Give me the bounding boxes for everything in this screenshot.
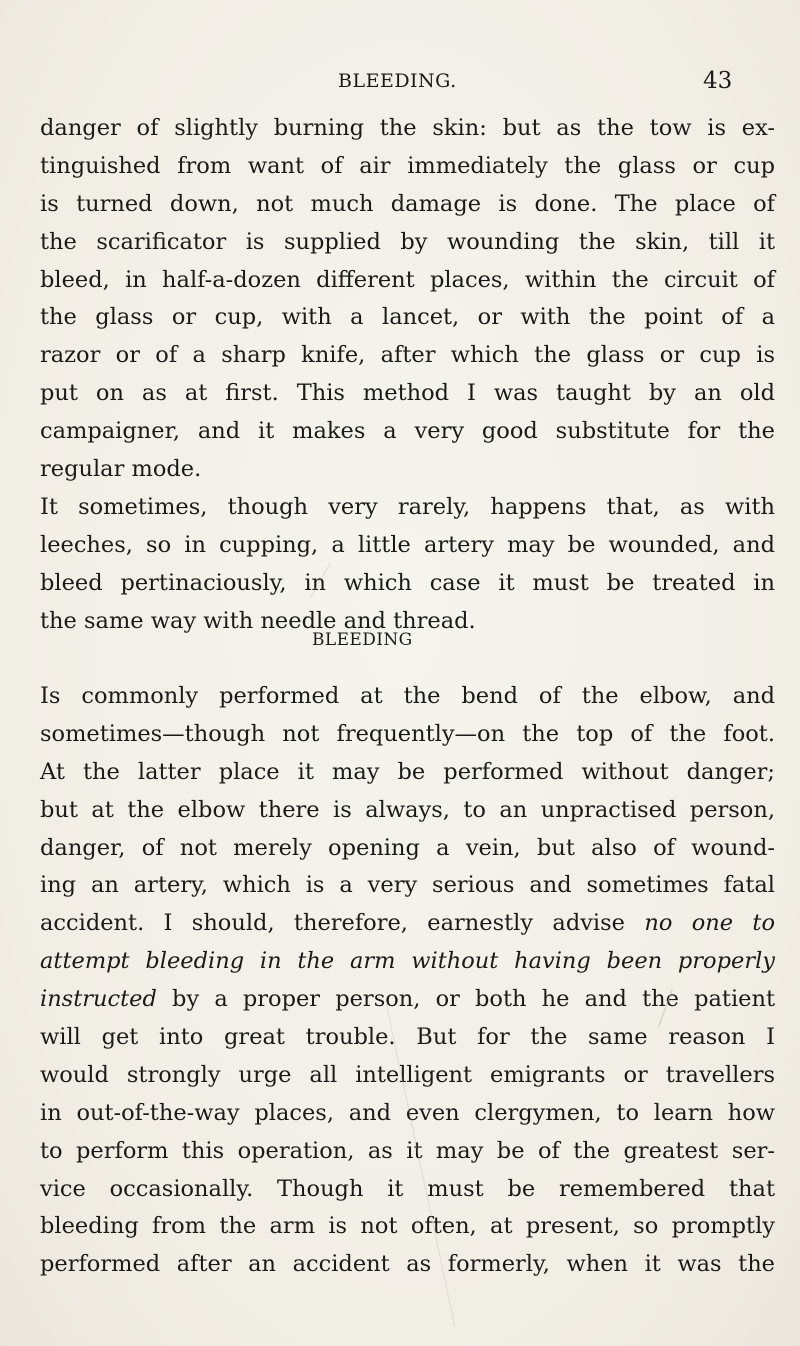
text-line: but at the elbow there is always, to an unpractised person,: [40, 796, 775, 823]
section-paragraph: [40, 678, 775, 1284]
text-line: to perform this operation, as it may be of the greatest ser-: [40, 1137, 775, 1164]
text-line: the glass or cup, with a lancet, or with the point of a: [40, 304, 775, 331]
page-number: 43: [703, 68, 733, 94]
italic-run: attempt bleeding in the arm without having been properly: [40, 948, 775, 975]
text-line: bleed, in half-a-dozen different places, within the circuit of: [40, 266, 775, 293]
text-line: performed after an accident as formerly, when it was the: [40, 1251, 775, 1278]
text-line: razor or of a sharp knife, after which the glass or cup is: [40, 342, 775, 369]
text-line-mixed: [40, 981, 775, 1019]
text-line: is turned down, not much damage is done. The place of: [40, 190, 775, 217]
text-line: Is commonly performed at the bend of the elbow, and: [40, 683, 775, 709]
text-line: the scarificator is supplied by wounding the skin, till it: [40, 228, 775, 255]
text-line: will get into great trouble. But for the same reason I: [40, 1024, 775, 1051]
text-line: in out-of-the-way places, and even clergymen, to learn how: [40, 1099, 775, 1126]
text-line-italic: [40, 943, 775, 981]
text-line: vice occasionally. Though it must be remembered that: [40, 1175, 775, 1202]
text-line: regular mode.: [40, 456, 202, 483]
text-line: danger, of not merely opening a vein, but also of wound-: [40, 834, 775, 861]
text-line-mixed: [40, 905, 775, 943]
text-line: ing an artery, which is a very serious and sometimes fatal: [40, 872, 775, 899]
text-line: bleed pertinaciously, in which case it must be treated in: [40, 569, 775, 596]
text-run: accident. I should, therefore, earnestly advise: [40, 910, 625, 937]
text-line: danger of slightly burning the skin: but as the tow is ex-: [40, 115, 775, 141]
text-line: sometimes—though not frequently—on the top of the foot.: [40, 720, 775, 747]
section-heading: BLEEDING: [312, 630, 413, 650]
running-title: BLEEDING.: [338, 70, 457, 92]
text-line: leeches, so in cupping, a little artery may be wounded, and: [40, 531, 775, 558]
text-line: campaigner, and it makes a very good substitute for the: [40, 418, 775, 445]
text-line: would strongly urge all intelligent emigrants or travellers: [40, 1061, 775, 1088]
text-run: by a proper person, or both he and the patient: [172, 986, 775, 1013]
paragraph-top: [40, 110, 775, 640]
text-line: put on as at first. This method I was taught by an old: [40, 380, 775, 407]
text-line: bleeding from the arm is not often, at present, so promptly: [40, 1213, 775, 1240]
text-line: the same way with needle and thread.: [40, 607, 476, 634]
text-line: tinguished from want of air immediately the glass or cup: [40, 152, 775, 179]
text-line: At the latter place it may be performed without danger;: [40, 758, 775, 785]
text-line: It sometimes, though very rarely, happens that, as with: [40, 493, 775, 520]
italic-run: no one to: [644, 910, 775, 937]
italic-run: instructed: [40, 986, 157, 1013]
